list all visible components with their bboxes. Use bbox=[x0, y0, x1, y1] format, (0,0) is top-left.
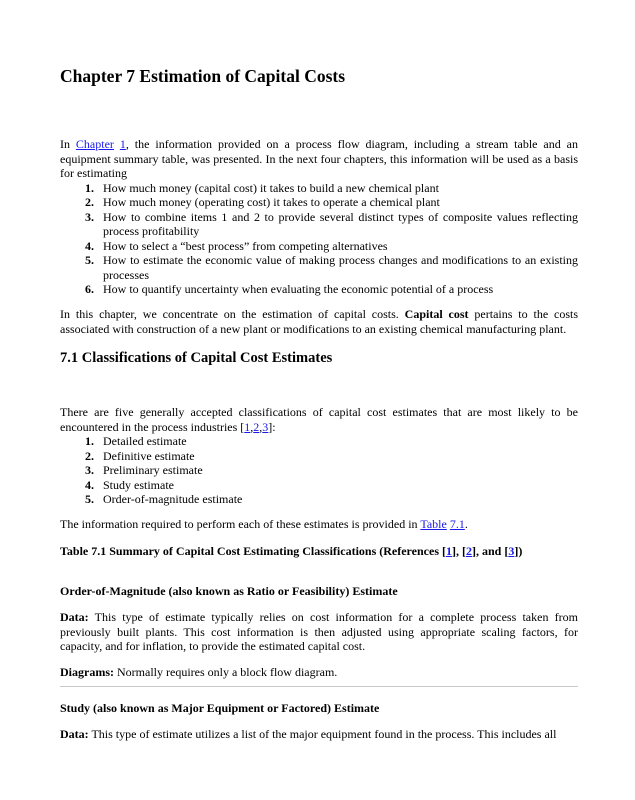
intro-paragraph: In Chapter 1, the information provided on a process flow diagram, including a stream table and an equipment summary table, was presented. In the next four chapters, this information will be used as a basis for estimating bbox=[60, 137, 579, 180]
chapter-number-link[interactable]: 1 bbox=[119, 137, 126, 151]
list-item: 2. Definitive estimate bbox=[85, 448, 195, 463]
list-item: 4. Study estimate bbox=[85, 477, 174, 492]
list-item: 3. How to combine items 1 and 2 to provide several distinct types of composite values reflecting process profitability bbox=[85, 209, 578, 238]
capital-cost-term: Capital cost bbox=[404, 307, 469, 321]
caption-reference-link-2[interactable]: 2 bbox=[465, 544, 472, 558]
order-of-magnitude-heading: Order-of-Magnitude (also known as Ratio or Feasibility) Estimate bbox=[60, 584, 398, 598]
table-caption-section bbox=[60, 544, 578, 559]
list-item: 4. How to select a “best process” from competing alternatives bbox=[85, 238, 388, 253]
data-label: Data: bbox=[60, 727, 89, 741]
order-of-magnitude-diagrams-block bbox=[60, 665, 578, 680]
chapter-title: Chapter 7 Estimation of Capital Costs bbox=[60, 66, 346, 86]
table-link[interactable]: Table bbox=[420, 517, 447, 531]
caption-reference-link-3[interactable]: 3 bbox=[508, 544, 515, 558]
order-of-magnitude-heading-block bbox=[60, 584, 578, 599]
list-item: 5. Order-of-magnitude estimate bbox=[85, 492, 243, 506]
info-paragraph: The information required to perform each of these estimates is provided in Table 7.1. bbox=[60, 517, 468, 531]
section-title: 7.1 Classifications of Capital Cost Estimates bbox=[60, 350, 333, 366]
study-heading: Study (also known as Major Equipment or Factored) Estimate bbox=[60, 701, 380, 715]
list-item: 1. Detailed estimate bbox=[85, 434, 187, 448]
classification-paragraph: There are five generally accepted classifications of capital cost estimates that are most likely to be encountered in the process industries [1,2,3]: bbox=[60, 405, 578, 434]
list-item: 1. How much money (capital cost) it takes to build a new chemical plant bbox=[85, 180, 439, 195]
capital-cost-section bbox=[60, 307, 578, 336]
study-data: Data: This type of estimate utilizes a list of the major equipment found in the process. This includes all bbox=[60, 727, 557, 741]
table-number-link[interactable]: 7.1 bbox=[449, 517, 465, 531]
classification-list bbox=[60, 434, 578, 507]
intro-section bbox=[60, 137, 578, 297]
study-data-block bbox=[60, 727, 578, 742]
list-item: 5. How to estimate the economic value of making process changes and modifications to an existing processes bbox=[85, 253, 578, 282]
capital-cost-paragraph: In this chapter, we concentrate on the estimation of capital costs. Capital cost pertains to the costs associated with construction of a new plant or modifications to an existing chemical manufacturing plant. bbox=[60, 307, 579, 336]
chapter-link[interactable]: Chapter bbox=[75, 137, 114, 151]
order-of-magnitude-data: Data: This type of estimate typically relies on cost information for a complete process taken from previously built plants. This cost information is then adjusted using appropriate scaling factors, for capacity, and for inflation, to provide the estimated capital cost. bbox=[60, 610, 578, 653]
list-item: 3. Preliminary estimate bbox=[85, 463, 203, 477]
order-of-magnitude-diagrams: Diagrams: Normally requires only a block flow diagram. bbox=[60, 665, 338, 679]
uses-list bbox=[60, 181, 578, 297]
diagrams-label: Diagrams: bbox=[60, 665, 114, 679]
reference-link-3[interactable]: 3 bbox=[262, 419, 269, 434]
list-item: 2. How much money (operating cost) it takes to operate a chemical plant bbox=[85, 195, 440, 209]
table-row-divider bbox=[60, 686, 578, 687]
data-label: Data: bbox=[60, 610, 89, 624]
order-of-magnitude-data-block bbox=[60, 610, 578, 654]
info-section bbox=[60, 517, 578, 532]
reference-link-2[interactable]: 2 bbox=[253, 419, 260, 434]
caption-reference-link-1[interactable]: 1 bbox=[445, 544, 452, 558]
list-item: 6. How to quantify uncertainty when evaluating the economic potential of a process bbox=[85, 282, 494, 296]
reference-link-1[interactable]: 1 bbox=[244, 419, 251, 434]
study-heading-block bbox=[60, 701, 578, 716]
classification-section bbox=[60, 405, 578, 507]
table-caption: Table 7.1 Summary of Capital Cost Estimating Classifications (References [1], [2], and [3]) bbox=[60, 544, 523, 558]
